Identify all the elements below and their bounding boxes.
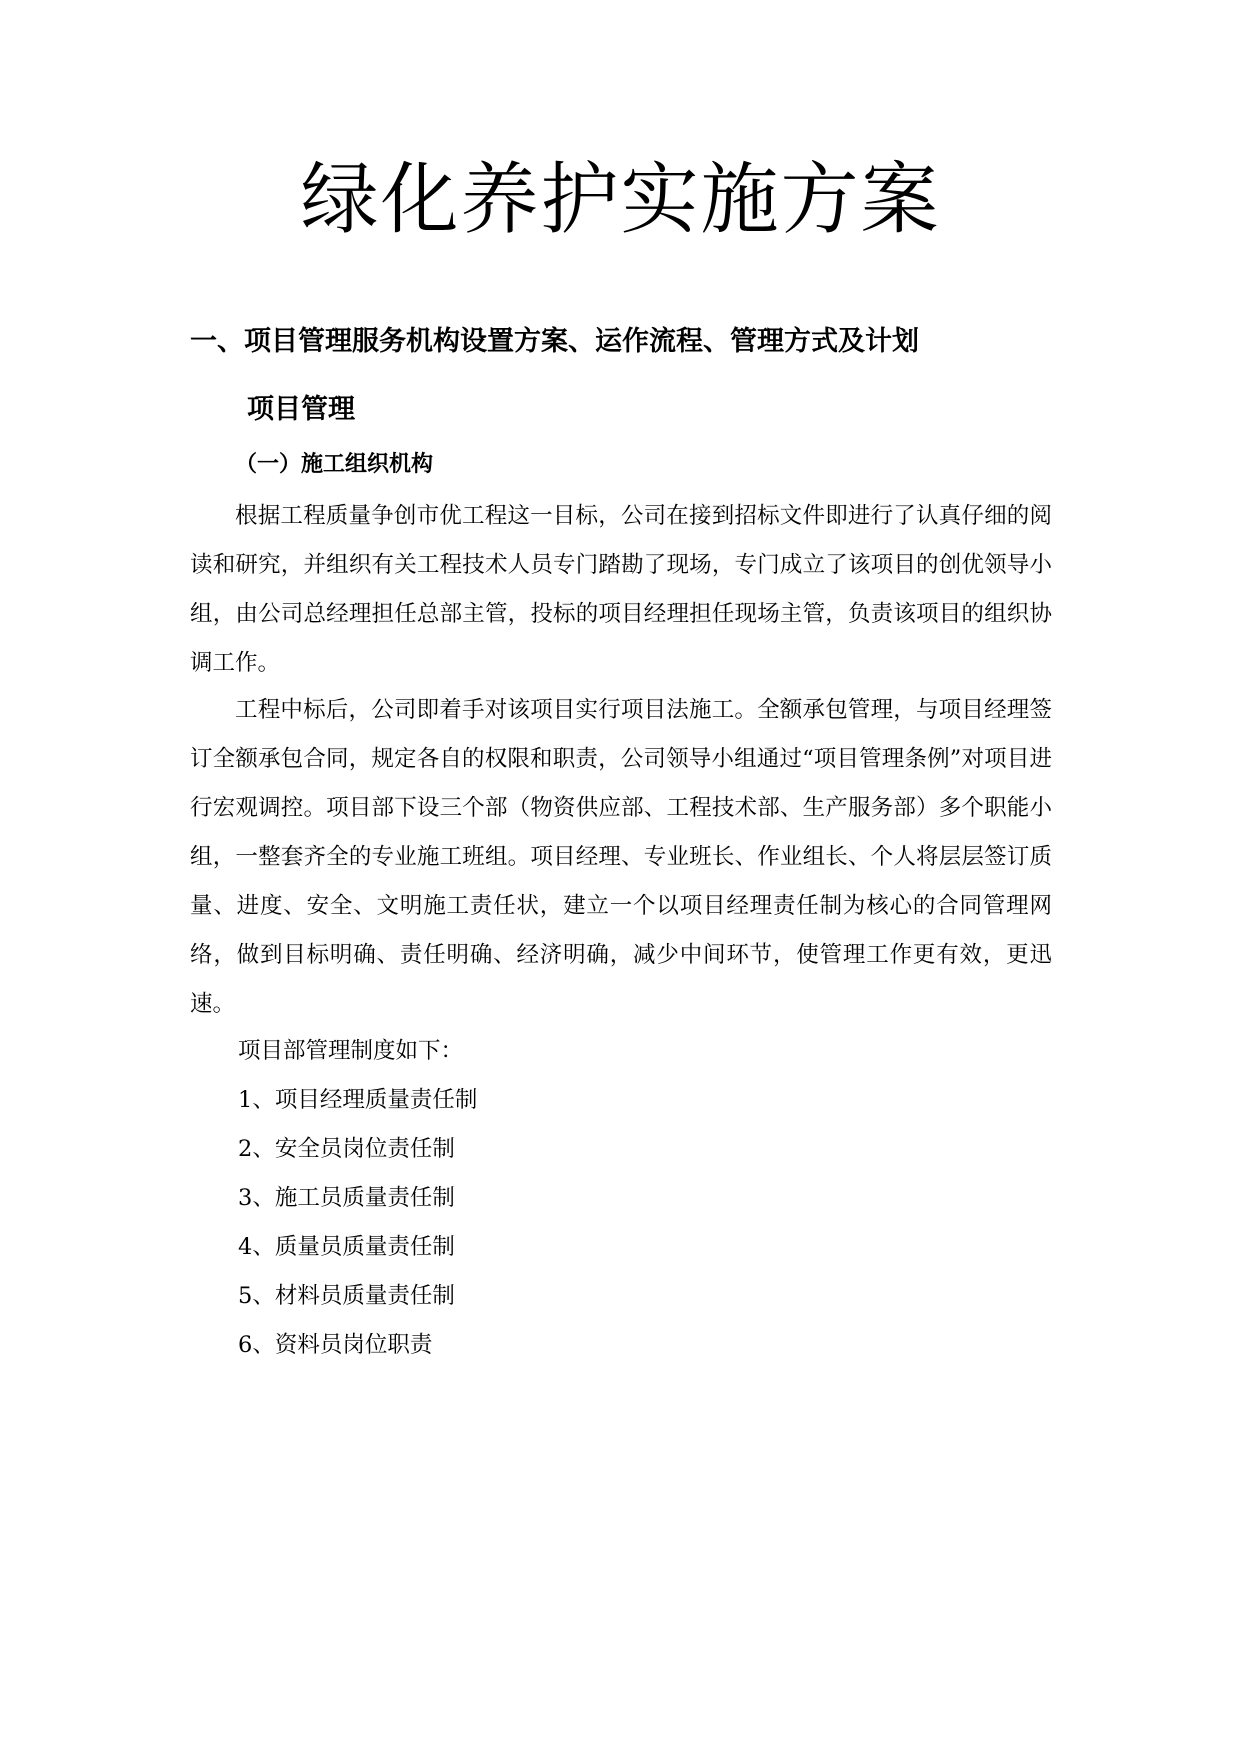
body-paragraph-1: 根据工程质量争创市优工程这一目标，公司在接到招标文件即进行了认真仔细的阅读和研究，并组织有关工程技术人员专门踏勘了现场，专门成立了该项目的创优领导小组，由公司总经理担任总部主管，投标的项目经理担任现场主管，负责该项目的组织协调工作。 bbox=[190, 503, 1052, 676]
management-rules-list bbox=[238, 1076, 477, 1370]
list-item: 3、施工员质量责任制 bbox=[238, 1185, 455, 1211]
list-item: 6、资料员岗位职责 bbox=[238, 1332, 433, 1358]
list-item: 1、项目经理质量责任制 bbox=[238, 1087, 478, 1113]
list-item: 5、材料员质量责任制 bbox=[238, 1283, 455, 1309]
document-title: 绿化养护实施方案 bbox=[300, 155, 941, 245]
section-heading: 一、项目管理服务机构设置方案、运作流程、管理方式及计划 bbox=[190, 326, 919, 357]
list-item: 4、质量员质量责任制 bbox=[238, 1234, 455, 1260]
list-intro: 项目部管理制度如下： bbox=[238, 1038, 464, 1064]
list-item: 2、安全员岗位责任制 bbox=[238, 1136, 455, 1162]
subsub-heading: （一）施工组织机构 bbox=[235, 451, 434, 477]
body-paragraph-2: 工程中标后，公司即着手对该项目实行项目法施工。全额承包管理，与项目经理签订全额承包合同，规定各自的权限和职责，公司领导小组通过“项目管理条例”对项目进行宏观调控。项目部下设三个部（物资供应部、工程技术部、生产服务部）多个职能小组，一整套齐全的专业施工班组。项目经理、专业班长、作业组长、个人将层层签订质量、进度、安全、文明施工责任状，建立一个以项目经理责任制为核心的合同管理网络，做到目标明确、责任明确、经济明确，减少中间环节，使管理工作更有效，更迅速。 bbox=[190, 697, 1052, 1017]
sub-heading: 项目管理 bbox=[247, 394, 355, 425]
